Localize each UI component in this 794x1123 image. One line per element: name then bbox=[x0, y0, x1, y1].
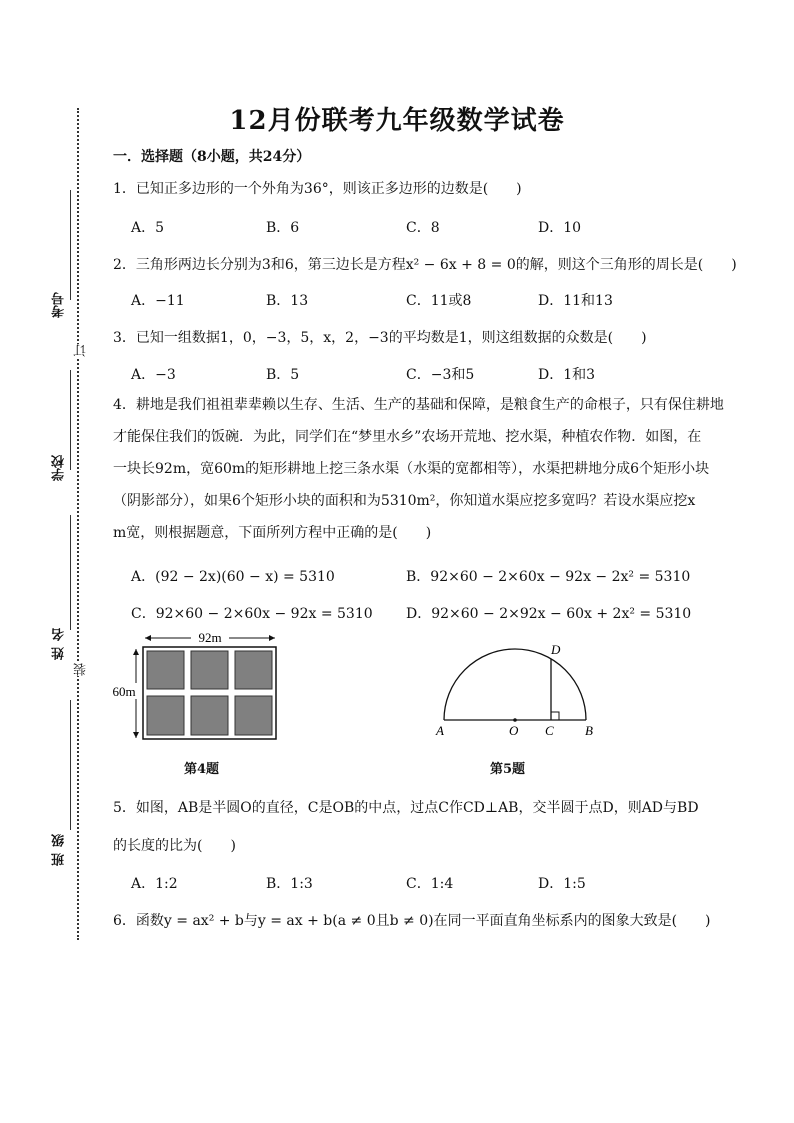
fig5-center-point bbox=[513, 718, 517, 722]
binding-mark-ding: 订 bbox=[74, 344, 89, 357]
fig4-height-arrow-bottom bbox=[133, 732, 139, 738]
q5-option-c: C．1:4 bbox=[406, 876, 454, 892]
name-underline bbox=[70, 515, 71, 630]
fig4-plot-4 bbox=[147, 696, 184, 735]
fig5-label-a: A bbox=[436, 723, 444, 738]
binding-mark-zhuang: 装 bbox=[74, 663, 89, 676]
school-label: 学校 bbox=[52, 455, 67, 481]
q3-option-b: B．5 bbox=[266, 367, 300, 383]
q4-line-4: （阴影部分），如果6个矩形小块的面积和为5310m²，你知道水渠应挖多宽吗？若设水渠应挖x bbox=[113, 493, 696, 509]
fig4-height-arrow-top bbox=[133, 649, 139, 655]
q4-option-a: A．(92 − 2x)(60 − x) = 5310 bbox=[131, 569, 335, 585]
fig4-plot-1 bbox=[147, 651, 184, 689]
exam-no-label: 考号 bbox=[52, 292, 67, 318]
q2-option-d: D．11和13 bbox=[538, 293, 613, 309]
fig4-width-arrow-right bbox=[269, 635, 275, 641]
fig4-width-arrow-left bbox=[145, 635, 151, 641]
q4-line-3: 一块长92m，宽60m的矩形耕地上挖三条水渠（水渠的宽都相等），水渠把耕地分成6个矩形小块 bbox=[113, 461, 710, 477]
fig4-height-label: 60m bbox=[112, 684, 136, 699]
fig4-plot-3 bbox=[235, 651, 272, 689]
q4-option-c: C．92×60 − 2×60x − 92x = 5310 bbox=[131, 606, 373, 622]
q1-option-c: C．8 bbox=[406, 220, 440, 236]
fig5-label-o: O bbox=[509, 723, 519, 738]
fig5-right-angle-mark bbox=[551, 712, 559, 720]
section-heading: 一．选择题（8小题，共24分） bbox=[113, 149, 311, 165]
binding-dotted-line bbox=[77, 108, 79, 940]
figure-5-semicircle-diagram bbox=[430, 640, 605, 740]
fig5-caption: 第5题 bbox=[490, 762, 526, 777]
name-label: 姓名 bbox=[52, 622, 67, 660]
q3-option-c: C．−3和5 bbox=[406, 367, 475, 383]
q3-stem: 3．已知一组数据1，0，−3，5，x，2，−3的平均数是1，则这组数据的众数是( ) bbox=[113, 330, 647, 346]
q2-option-a: A．−11 bbox=[131, 293, 185, 309]
fig5-label-b: B bbox=[585, 723, 593, 738]
paper-title: 12月份联考九年级数学试卷 bbox=[229, 106, 565, 136]
fig4-plot-5 bbox=[191, 696, 228, 735]
q1-option-a: A．5 bbox=[131, 220, 165, 236]
q6-stem: 6．函数y = ax² + b与y = ax + b(a ≠ 0且b ≠ 0)在同一平面直角坐标系内的图象大致是( ) bbox=[113, 913, 711, 929]
q4-line-1: 4．耕地是我们祖祖辈辈赖以生存、生活、生产的基础和保障，是粮食生产的命根子，只有保住耕地 bbox=[113, 397, 724, 413]
q4-line-2: 才能保住我们的饭碗．为此，同学们在“梦里水乡”农场开荒地、挖水渠，种植农作物．如图，在 bbox=[113, 429, 702, 445]
class-label: 班级 bbox=[52, 828, 67, 866]
fig4-plot-2 bbox=[191, 651, 228, 689]
q3-option-a: A．−3 bbox=[131, 367, 176, 383]
q2-option-b: B．13 bbox=[266, 293, 309, 309]
fig5-label-c: C bbox=[545, 723, 554, 738]
q2-option-c: C．11或8 bbox=[406, 293, 472, 309]
q3-option-d: D．1和3 bbox=[538, 367, 596, 383]
q4-line-5: m宽，则根据题意，下面所列方程中正确的是( ) bbox=[113, 525, 432, 541]
fig5-label-d: D bbox=[551, 642, 561, 657]
q5-option-b: B．1:3 bbox=[266, 876, 313, 892]
q5-option-d: D．1:5 bbox=[538, 876, 586, 892]
fig4-caption: 第4题 bbox=[184, 762, 220, 777]
q4-option-d: D．92×60 − 2×92x − 60x + 2x² = 5310 bbox=[406, 606, 692, 622]
q5-option-a: A．1:2 bbox=[131, 876, 178, 892]
q5-line-2: 的长度的比为( ) bbox=[113, 838, 236, 854]
class-underline bbox=[70, 700, 71, 830]
q2-stem: 2．三角形两边长分别为3和6，第三边长是方程x² − 6x + 8 = 0的解，则这个三角形的周长是( ) bbox=[113, 257, 737, 273]
q4-option-b: B．92×60 − 2×60x − 92x − 2x² = 5310 bbox=[406, 569, 691, 585]
fig5-semicircle-arc bbox=[444, 649, 586, 720]
q5-line-1: 5．如图，AB是半圆O的直径，C是OB的中点，过点C作CD⊥AB，交半圆于点D，则AD与BD bbox=[113, 800, 699, 816]
fig4-width-label: 92m bbox=[198, 630, 222, 645]
q1-stem: 1．已知正多边形的一个外角为36°，则该正多边形的边数是( ) bbox=[113, 181, 522, 197]
q1-option-d: D．10 bbox=[538, 220, 582, 236]
q1-option-b: B．6 bbox=[266, 220, 300, 236]
exam-no-underline bbox=[70, 190, 71, 300]
school-underline bbox=[70, 370, 71, 470]
fig4-plot-6 bbox=[235, 696, 272, 735]
figure-4-field-diagram bbox=[105, 625, 280, 745]
